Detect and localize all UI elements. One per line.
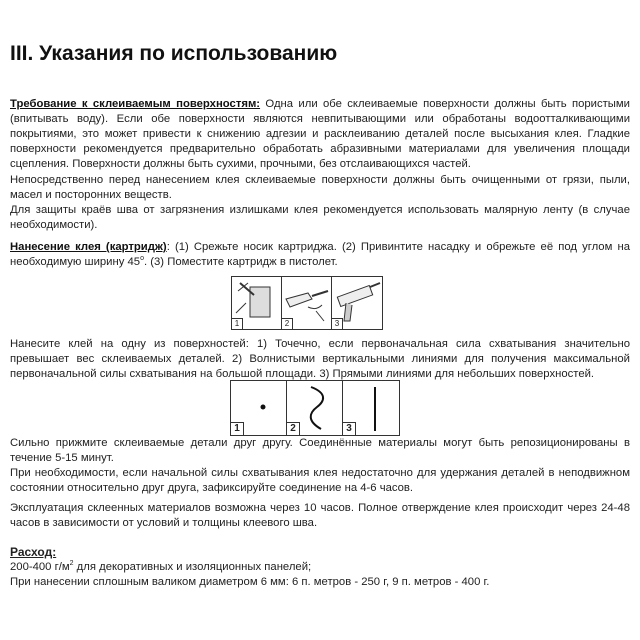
cartridge-step-3-panel [332, 277, 382, 329]
fixation-paragraph: При необходимости, если начальной силы схватывания клея недостаточно для удержания деталей в неподвижном состоянии относительно друг друга, зафиксируйте соединение на 4-6 часов. [10, 467, 630, 494]
application-wave-panel [287, 381, 343, 435]
consumption-line-1 [10, 560, 630, 575]
cartridge-step-1-panel [232, 277, 282, 329]
application-line-panel [343, 381, 399, 435]
cartridge-label: Нанесение клея (картридж) [10, 241, 167, 253]
cartridge-text-b: . (3) Поместите картридж в пистолет. [143, 256, 338, 268]
cleaning-paragraph: Непосредственно перед нанесением клея склеиваемые поверхности должны быть очищенными от грязи, пыли, масел и посторонних веществ. [10, 174, 630, 201]
degree-mark: о [140, 255, 144, 263]
consumption-line-2: При нанесении сплошным валиком диаметром 6 мм: 6 п. метров - 250 г, 9 п. метров - 400 г. [10, 576, 490, 588]
pattern-number: 1 [231, 422, 244, 435]
curing-paragraph: Эксплуатация склеенных материалов возможна через 10 часов. Полное отверждение клея происходит через 24-48 часов в зависимости от условий и толщины клеевого шва. [10, 502, 630, 529]
surface-requirements-paragraph [10, 97, 630, 172]
step-number: 1 [232, 318, 243, 329]
step-number: 2 [282, 318, 293, 329]
consumption-rate-purpose: для декоративных и изоляционных панелей; [73, 561, 312, 573]
section-title: III. Указания по использованию [10, 42, 338, 65]
cartridge-illustration-strip [231, 276, 383, 330]
step-number: 3 [332, 318, 343, 329]
application-paragraph: Нанесите клей на одну из поверхностей: 1) Точечно, если первоначальная сила схватывания значительно превышает вес склеиваемых деталей. 2) Волнистыми вертикальными линиями для получения максимальной первоначальной силы схватывания на большой площади. 3) Прямыми линиями для небольших поверхностей. [10, 338, 630, 380]
consumption-heading: Расход: [10, 545, 57, 559]
pattern-number: 3 [343, 422, 356, 435]
consumption-rate: 200-400 г/м [10, 561, 70, 573]
cartridge-text-a: : (1) Срежьте носик картриджа. (2) Привинтите насадку и обрежьте её под углом на необходимую ширину 45 [10, 241, 630, 268]
square-superscript: 2 [69, 560, 74, 568]
masking-tape-paragraph: Для защиты краёв шва от загрязнения излишками клея рекомендуется использовать малярную ленту (в случае необходимости). [10, 204, 630, 231]
cartridge-step-2-panel [282, 277, 332, 329]
application-pattern-strip [230, 380, 400, 436]
surface-requirements-text: Одна или обе склеиваемые поверхности должны быть пористыми (впитывать воду). Если обе поверхности являются невпитывающими или обработаны водоотталкивающими покрытиями, это может привести к снижению адгезии и расклеиванию деталей после высыхания клея. Гладкие поверхности рекомендуется предварительно обработать абразивными материалами для увеличения площади сцепления. Поверхности должны быть сухими, прочными, без отслаивающихся частей. [10, 98, 630, 170]
pattern-number: 2 [287, 422, 300, 435]
cartridge-paragraph [10, 240, 630, 270]
press-paragraph: Сильно прижмите склеиваемые детали друг другу. Соединённые материалы могут быть репозиционированы в течение 5-15 минут. [10, 437, 630, 464]
surface-requirements-label: Требование к склеиваемым поверхностям: [10, 98, 261, 110]
application-dot-panel [231, 381, 287, 435]
